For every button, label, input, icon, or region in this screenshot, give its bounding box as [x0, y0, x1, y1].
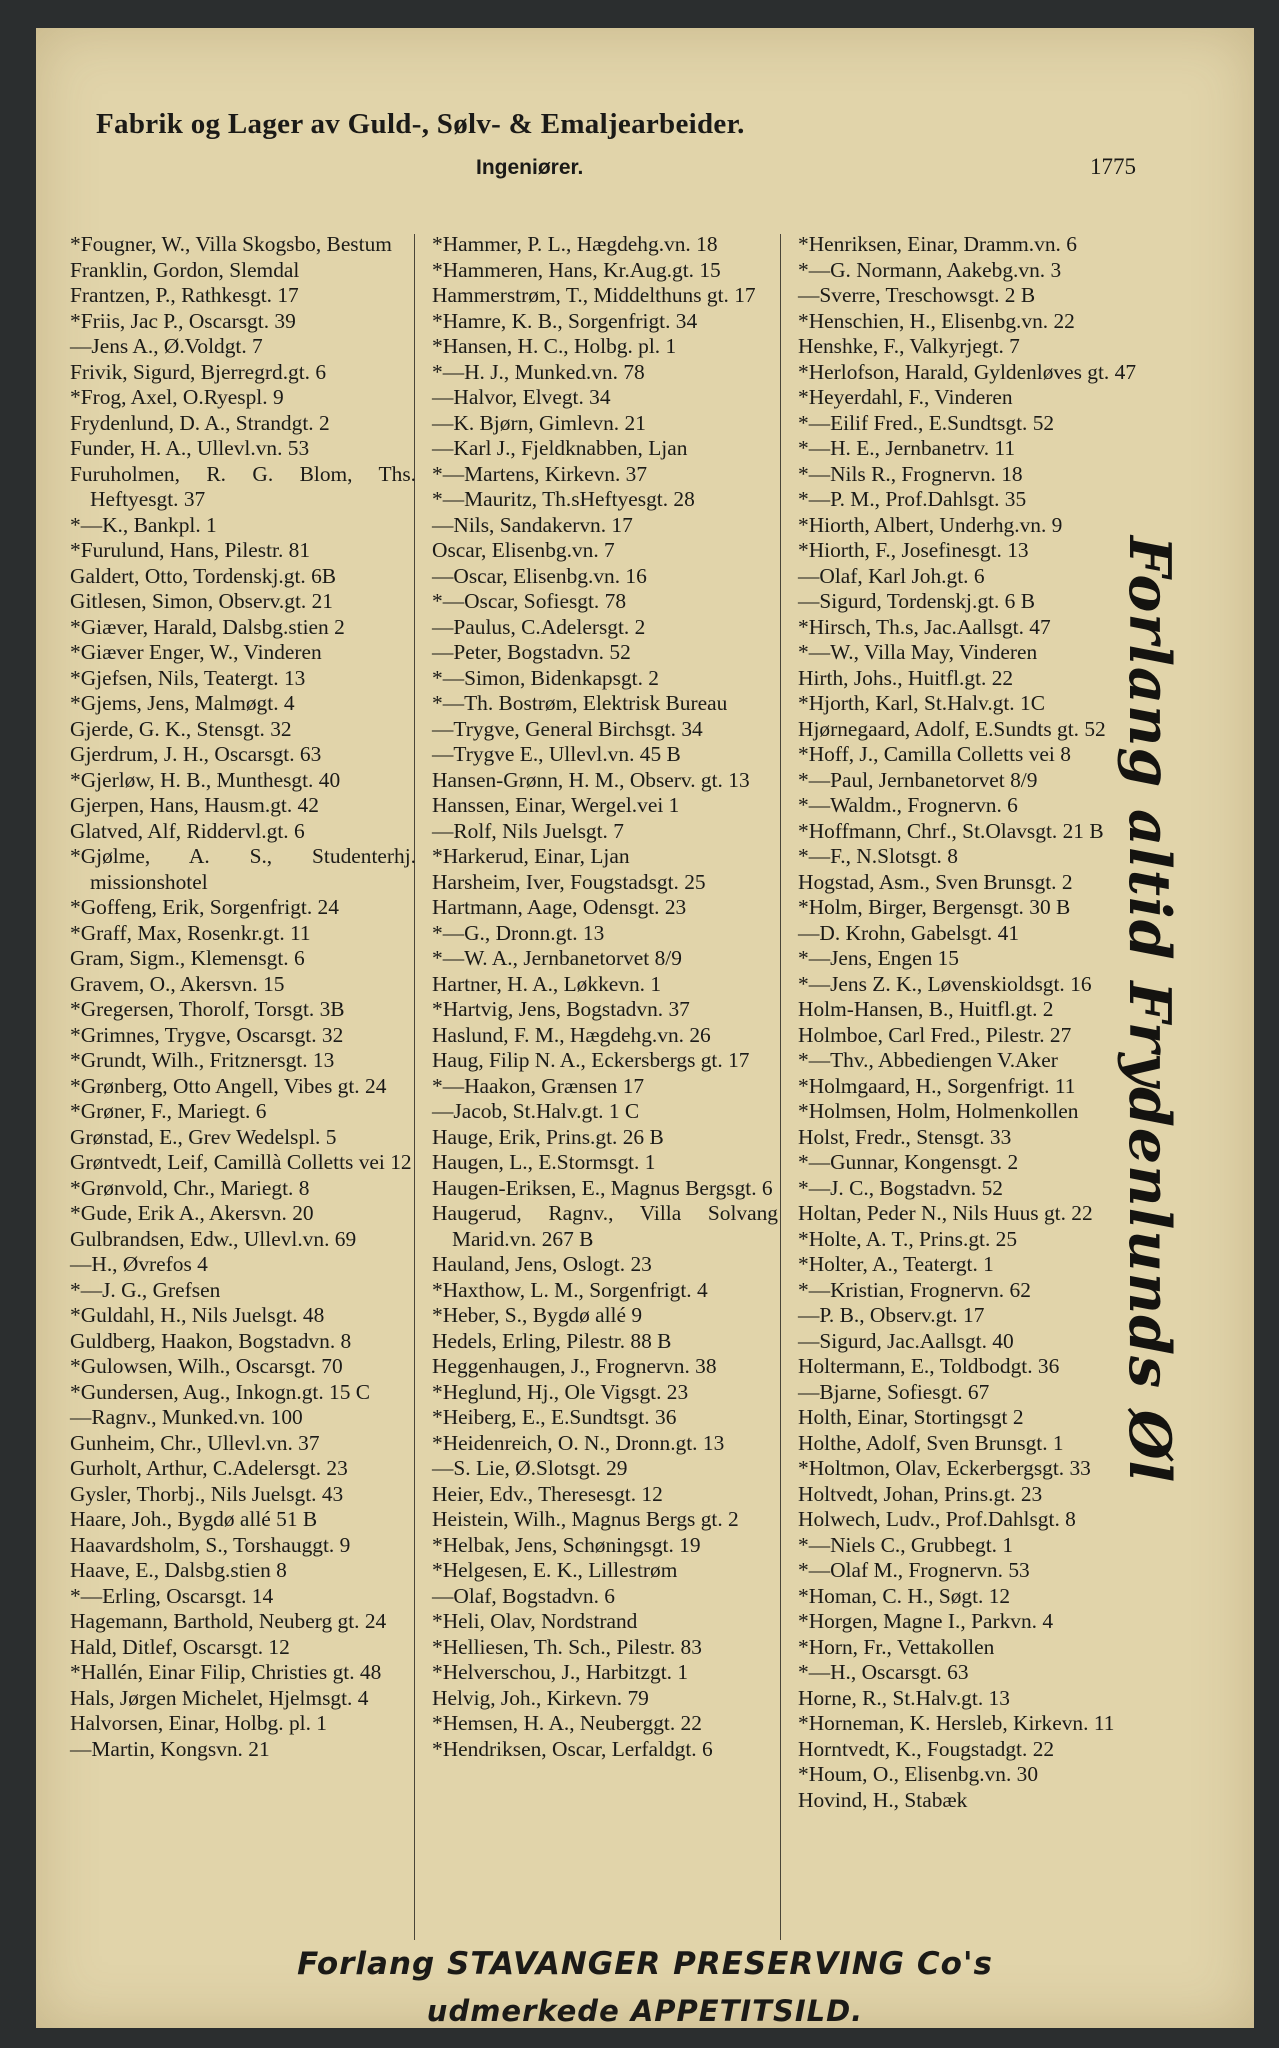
directory-entry: *Graff, Max, Rosenkr.gt. 11: [70, 920, 311, 945]
directory-entry: Hedels, Erling, Pilestr. 88 B: [432, 1328, 672, 1353]
directory-entry: *Hartvig, Jens, Bogstadvn. 37: [432, 997, 690, 1021]
side-advertisement: Forlang altid Frydenlunds Øl: [1116, 536, 1183, 1484]
directory-entry: Hartner, H. A., Løkkevn. 1: [432, 971, 662, 996]
directory-entry: *—G. Normann, Aakebg.vn. 3: [798, 257, 1062, 282]
directory-entry: *Hendriksen, Oscar, Lerfaldgt. 6: [432, 1736, 713, 1761]
directory-entry: *—H., Oscarsgt. 63: [798, 1660, 969, 1684]
directory-entry: *Hallén, Einar Filip, Christies gt. 48: [70, 1660, 382, 1684]
directory-entry: —Peter, Bogstadvn. 52: [432, 640, 631, 664]
directory-entry: Holwech, Ludv., Prof.Dahlsgt. 8: [798, 1507, 1076, 1531]
directory-entry: Gjerde, G. K., Stensgt. 32: [70, 716, 292, 741]
directory-entry: *—Simon, Bidenkapsgt. 2: [432, 665, 659, 690]
directory-column-1: [56, 232, 416, 1952]
section-heading: Ingeniører.: [476, 156, 584, 179]
directory-entry: —Jens A., Ø.Voldgt. 7: [70, 334, 263, 358]
directory-entry: Gurholt, Arthur, C.Adelersgt. 23: [70, 1456, 348, 1480]
directory-entry: Oscar, Elisenbg.vn. 7: [432, 538, 615, 562]
directory-entry: Gjerpen, Hans, Hausm.gt. 42: [70, 793, 319, 817]
directory-entry: *Holmsen, Holm, Holmenkollen: [798, 1099, 1079, 1123]
directory-entry: Haslund, F. M., Hægdehg.vn. 26: [432, 1022, 711, 1047]
directory-entry: Haugen, L., E.Stormsgt. 1: [432, 1150, 656, 1174]
directory-entry: Frantzen, P., Rathkesgt. 17: [70, 283, 299, 307]
directory-entry: *Heber, S., Bygdø allé 9: [432, 1303, 643, 1327]
directory-entry: Funder, H. A., Ullevl.vn. 53: [70, 436, 310, 460]
directory-entry: *Friis, Jac P., Oscarsgt. 39: [70, 308, 296, 333]
directory-entry: Holst, Fredr., Stensgt. 33: [798, 1124, 1012, 1149]
directory-entry: Holth, Einar, Stortingsgt 2: [798, 1405, 1024, 1429]
directory-entry: Grønstad, E., Grev Wedelspl. 5: [70, 1124, 337, 1149]
directory-entry: *Furulund, Hans, Pilestr. 81: [70, 538, 311, 562]
directory-entry: Hirth, Johs., Huitfl.gt. 22: [798, 665, 1014, 690]
directory-entry: Holthe, Adolf, Sven Brunsgt. 1: [798, 1430, 1064, 1455]
directory-entry: *Henriksen, Einar, Dramm.vn. 6: [798, 232, 1077, 256]
directory-entry: Holtan, Peder N., Nils Huus gt. 22: [798, 1201, 1093, 1225]
directory-entry: *—Martens, Kirkevn. 37: [432, 461, 648, 486]
directory-entry: Frivik, Sigurd, Bjerregrd.gt. 6: [70, 359, 327, 384]
directory-entry: Heistein, Wilh., Magnus Bergs gt. 2: [432, 1507, 739, 1531]
directory-entry: —Sverre, Treschowsgt. 2 B: [798, 283, 1036, 307]
directory-entry: Hartmann, Aage, Odensgt. 23: [432, 895, 687, 919]
directory-entry: Hammerstrøm, T., Middelthuns gt. 17: [432, 283, 756, 307]
directory-entry: Haugerud, Ragnv., Villa Solvang Marid.vn. 267 B: [432, 1201, 778, 1251]
directory-entry: *—Nils R., Frognervn. 18: [798, 461, 1023, 486]
directory-entry: *Henschien, H., Elisenbg.vn. 22: [798, 308, 1075, 333]
directory-entry: *Hansen, H. C., Holbg. pl. 1: [432, 334, 677, 358]
directory-entry: —Rolf, Nils Juelsgt. 7: [432, 818, 624, 843]
directory-entry: *Heglund, Hj., Ole Vigsgt. 23: [432, 1379, 689, 1404]
directory-entry: —Karl J., Fjeldknabben, Ljan: [432, 436, 688, 460]
directory-column-2: [418, 232, 778, 1952]
page-number: 1775: [1090, 154, 1136, 179]
directory-entry: *Hjorth, Karl, St.Halv.gt. 1C: [798, 691, 1045, 715]
directory-entry: Glatved, Alf, Riddervl.gt. 6: [70, 818, 305, 843]
directory-entry: *Grønberg, Otto Angell, Vibes gt. 24: [70, 1073, 387, 1098]
column-divider: [780, 234, 781, 1940]
directory-entry: Gysler, Thorbj., Nils Juelsgt. 43: [70, 1481, 344, 1506]
directory-entry: *Gjerløw, H. B., Munthesgt. 40: [70, 767, 341, 792]
directory-entry: —Bjarne, Sofiesgt. 67: [798, 1379, 990, 1404]
directory-entry: Hald, Ditlef, Oscarsgt. 12: [70, 1634, 290, 1659]
directory-entry: *Holm, Birger, Bergensgt. 30 B: [798, 895, 1071, 919]
directory-entry: Gram, Sigm., Klemensgt. 6: [70, 946, 305, 970]
directory-entry: —Sigurd, Jac.Aallsgt. 40: [798, 1328, 1014, 1353]
directory-entry: *Helgesen, E. K., Lillestrøm: [432, 1558, 678, 1582]
directory-entry: Guldberg, Haakon, Bogstadvn. 8: [70, 1328, 352, 1353]
directory-entry: *—Eilif Fred., E.Sundtsgt. 52: [798, 410, 1055, 435]
directory-entry: Halvorsen, Einar, Holbg. pl. 1: [70, 1711, 327, 1735]
directory-entry: *—Kristian, Frognervn. 62: [798, 1277, 1031, 1302]
directory-entry: Haugen-Eriksen, E., Magnus Bergsgt. 6: [432, 1175, 773, 1200]
directory-entry: *Horn, Fr., Vettakollen: [798, 1634, 995, 1659]
directory-entry: Horntvedt, K., Fougstadgt. 22: [798, 1736, 1055, 1761]
directory-entry: *Heiberg, E., E.Sundtsgt. 36: [432, 1405, 677, 1429]
directory-entry: —H., Øvrefos 4: [70, 1252, 208, 1276]
directory-entry: *Frog, Axel, O.Ryespl. 9: [70, 385, 284, 409]
directory-entry: *Gundersen, Aug., Inkogn.gt. 15 C: [70, 1379, 371, 1404]
directory-entry: *Houm, O., Elisenbg.vn. 30: [798, 1762, 1039, 1786]
directory-entry: *—F., N.Slotsgt. 8: [798, 844, 958, 868]
directory-entry: Harsheim, Iver, Fougstadsgt. 25: [432, 869, 706, 894]
directory-column-3: [784, 232, 1144, 1952]
directory-entry: Heier, Edv., Theresesgt. 12: [432, 1481, 663, 1506]
directory-entry: —Paulus, C.Adelersgt. 2: [432, 614, 646, 639]
directory-entry: —Olaf, Karl Joh.gt. 6: [798, 563, 985, 588]
directory-entry: Gravem, O., Akersvn. 15: [70, 971, 285, 996]
directory-entry: Gjerdrum, J. H., Oscarsgt. 63: [70, 742, 322, 766]
directory-entry: *Hoffmann, Chrf., St.Olavsgt. 21 B: [798, 818, 1104, 843]
page-title: Fabrik og Lager av Guld-, Sølv- & Emaljearbeider.: [96, 108, 745, 140]
directory-entry: *Holte, A. T., Prins.gt. 25: [798, 1226, 1018, 1251]
directory-entry: *Helliesen, Th. Sch., Pilestr. 83: [432, 1634, 702, 1659]
directory-entry: Furuholmen, R. G. Blom, Ths. Heftyesgt. 37: [70, 461, 416, 511]
directory-entry: *—Oscar, Sofiesgt. 78: [432, 589, 627, 613]
directory-entry: *Gjefsen, Nils, Teatergt. 13: [70, 665, 306, 690]
directory-entry: —D. Krohn, Gabelsgt. 41: [798, 920, 1020, 945]
directory-entry: —Jacob, St.Halv.gt. 1 C: [432, 1099, 640, 1123]
directory-entry: *Heidenreich, O. N., Dronn.gt. 13: [432, 1430, 725, 1455]
directory-entry: *Giæver Enger, W., Vinderen: [70, 640, 322, 664]
directory-entry: *Horneman, K. Hersleb, Kirkevn. 11: [798, 1711, 1115, 1735]
directory-entry: Holtvedt, Johan, Prins.gt. 23: [798, 1481, 1043, 1506]
directory-entry: Frydenlund, D. A., Strandgt. 2: [70, 410, 330, 435]
directory-entry: *Hemsen, H. A., Neuberggt. 22: [432, 1711, 702, 1735]
directory-entry: *Holtmon, Olav, Eckerbergsgt. 33: [798, 1456, 1091, 1480]
directory-entry: Hauland, Jens, Oslogt. 23: [432, 1252, 652, 1276]
directory-entry: *Gjølme, A. S., Studenterhj. missionshotel: [70, 844, 416, 894]
directory-entry: Hovind, H., Stabæk: [798, 1787, 968, 1812]
directory-entry: *—H. J., Munked.vn. 78: [432, 359, 645, 384]
directory-entry: Franklin, Gordon, Slemdal: [70, 257, 300, 282]
directory-entry: Gitlesen, Simon, Observ.gt. 21: [70, 589, 334, 613]
directory-entry: *—W., Villa May, Vinderen: [798, 640, 1038, 664]
directory-entry: *Hiorth, F., Josefinesgt. 13: [798, 538, 1029, 562]
directory-entry: —Trygve E., Ullevl.vn. 45 B: [432, 742, 681, 766]
directory-page: [36, 28, 1254, 2028]
directory-entry: Henshke, F., Valkyrjegt. 7: [798, 334, 1020, 358]
directory-entry: Gulbrandsen, Edw., Ullevl.vn. 69: [70, 1226, 357, 1251]
directory-entry: Hagemann, Barthold, Neuberg gt. 24: [70, 1609, 387, 1633]
directory-entry: *—Niels C., Grubbegt. 1: [798, 1532, 1014, 1557]
directory-entry: *Giæver, Harald, Dalsbg.stien 2: [70, 614, 345, 639]
directory-entry: Hogstad, Asm., Sven Brunsgt. 2: [798, 869, 1073, 894]
directory-entry: *—Paul, Jernbanetorvet 8/9: [798, 767, 1038, 792]
directory-entry: —Martin, Kongsvn. 21: [70, 1736, 270, 1761]
directory-entry: *Gregersen, Thorolf, Torsgt. 3B: [70, 997, 345, 1021]
footer-advertisement-line-1: Forlang STAVANGER PRESERVING Co's: [297, 1946, 993, 1982]
directory-entry: —Olaf, Bogstadvn. 6: [432, 1583, 615, 1608]
directory-entry: *Holter, A., Teatergt. 1: [798, 1252, 994, 1276]
directory-entry: *Hiorth, Albert, Underhg.vn. 9: [798, 512, 1063, 537]
directory-entry: *—Jens, Engen 15: [798, 946, 960, 970]
directory-entry: *Hirsch, Th.s, Jac.Aallsgt. 47: [798, 614, 1051, 639]
directory-entry: Holtermann, E., Toldbodgt. 36: [798, 1354, 1060, 1378]
directory-entry: Holmboe, Carl Fred., Pilestr. 27: [798, 1022, 1072, 1047]
directory-entry: Horne, R., St.Halv.gt. 13: [798, 1685, 1010, 1710]
directory-entry: *Grønvold, Chr., Mariegt. 8: [70, 1175, 310, 1200]
directory-entry: *—J. G., Grefsen: [70, 1277, 221, 1302]
directory-entry: Gunheim, Chr., Ullevl.vn. 37: [70, 1430, 320, 1455]
directory-entry: *—G., Dronn.gt. 13: [432, 920, 605, 945]
directory-entry: —K. Bjørn, Gimlevn. 21: [432, 410, 646, 435]
directory-entry: *Hammer, P. L., Hægdehg.vn. 18: [432, 232, 718, 256]
directory-entry: *—K., Bankpl. 1: [70, 512, 217, 537]
directory-entry: Hauge, Erik, Prins.gt. 26 B: [432, 1124, 664, 1149]
directory-entry: Haave, E., Dalsbg.stien 8: [70, 1558, 287, 1582]
directory-entry: Haug, Filip N. A., Eckersbergs gt. 17: [432, 1048, 750, 1072]
directory-entry: Heggenhaugen, J., Frognervn. 38: [432, 1354, 717, 1378]
directory-entry: *Grundt, Wilh., Fritznersgt. 13: [70, 1048, 335, 1072]
directory-entry: *—Mauritz, Th.sHeftyesgt. 28: [432, 487, 695, 511]
directory-entry: *Heyerdahl, F., Vinderen: [798, 385, 1013, 409]
directory-entry: —Sigurd, Tordenskj.gt. 6 B: [798, 589, 1035, 613]
directory-entry: Hals, Jørgen Michelet, Hjelmsgt. 4: [70, 1685, 369, 1710]
directory-entry: —Trygve, General Birchsgt. 34: [432, 716, 703, 741]
directory-entry: *—Jens Z. K., Løvenskioldsgt. 16: [798, 971, 1092, 996]
directory-entry: —P. B., Observ.gt. 17: [798, 1303, 985, 1327]
directory-entry: *—J. C., Bogstadvn. 52: [798, 1175, 1004, 1200]
directory-entry: *Helverschou, J., Harbitzgt. 1: [432, 1660, 689, 1684]
directory-entry: *Haxthow, L. M., Sorgenfrigt. 4: [432, 1277, 708, 1302]
directory-entry: *Herlofson, Harald, Gyldenløves gt. 47: [798, 359, 1137, 384]
directory-entry: *Guldahl, H., Nils Juelsgt. 48: [70, 1303, 325, 1327]
directory-entry: Haare, Joh., Bygdø allé 51 B: [70, 1507, 318, 1531]
directory-entry: Grøntvedt, Leif, Camillà Colletts vei 12: [70, 1150, 412, 1174]
directory-entry: *—Gunnar, Kongensgt. 2: [798, 1150, 1019, 1174]
directory-entry: —Halvor, Elvegt. 34: [432, 385, 611, 409]
directory-entry: Hanssen, Einar, Wergel.vei 1: [432, 793, 680, 817]
directory-entry: —S. Lie, Ø.Slotsgt. 29: [432, 1456, 628, 1480]
directory-entry: —Oscar, Elisenbg.vn. 16: [432, 563, 647, 588]
directory-entry: *Grimnes, Trygve, Oscarsgt. 32: [70, 1022, 344, 1047]
directory-entry: *Gulowsen, Wilh., Oscarsgt. 70: [70, 1354, 343, 1378]
directory-entry: *Helbak, Jens, Schøningsgt. 19: [432, 1532, 701, 1557]
directory-entry: *—Erling, Oscarsgt. 14: [70, 1583, 274, 1608]
directory-entry: Helvig, Joh., Kirkevn. 79: [432, 1685, 649, 1710]
directory-entry: *—W. A., Jernbanetorvet 8/9: [432, 946, 682, 970]
directory-entry: *Horgen, Magne I., Parkvn. 4: [798, 1609, 1054, 1633]
directory-entry: *—H. E., Jernbanetrv. 11: [798, 436, 1016, 460]
footer-advertisement-line-2: udmerkede APPETITSILD.: [426, 1994, 864, 2028]
directory-entry: Hansen-Grønn, H. M., Observ. gt. 13: [432, 767, 750, 792]
directory-entry: Galdert, Otto, Tordenskj.gt. 6B: [70, 563, 337, 588]
directory-entry: *—Thv., Abbediengen V.Aker: [798, 1048, 1058, 1072]
directory-entry: Hjørnegaard, Adolf, E.Sundts gt. 52: [798, 716, 1106, 741]
directory-entry: Haavardsholm, S., Torshauggt. 9: [70, 1532, 351, 1557]
directory-entry: *—Th. Bostrøm, Elektrisk Bureau: [432, 691, 728, 715]
directory-entry: *Hammeren, Hans, Kr.Aug.gt. 15: [432, 257, 721, 282]
directory-entry: *Goffeng, Erik, Sorgenfrigt. 24: [70, 895, 339, 919]
directory-entry: *Grøner, F., Mariegt. 6: [70, 1099, 267, 1123]
directory-entry: *Gude, Erik A., Akersvn. 20: [70, 1201, 314, 1225]
directory-entry: *Harkerud, Einar, Ljan: [432, 844, 630, 868]
directory-entry: Holm-Hansen, B., Huitfl.gt. 2: [798, 997, 1054, 1021]
directory-entry: *Holmgaard, H., Sorgenfrigt. 11: [798, 1073, 1076, 1098]
directory-entry: *—Haakon, Grænsen 17: [432, 1073, 645, 1098]
directory-entry: —Ragnv., Munked.vn. 100: [70, 1405, 303, 1429]
directory-entry: *Homan, C. H., Søgt. 12: [798, 1583, 1011, 1608]
directory-entry: *—Olaf M., Frognervn. 53: [798, 1558, 1030, 1582]
directory-entry: *Hamre, K. B., Sorgenfrigt. 34: [432, 308, 698, 333]
directory-entry: *—Waldm., Frognervn. 6: [798, 793, 1018, 817]
directory-entry: —Nils, Sandakervn. 17: [432, 512, 633, 537]
directory-entry: *—P. M., Prof.Dahlsgt. 35: [798, 487, 1027, 511]
directory-entry: *Gjems, Jens, Malmøgt. 4: [70, 691, 295, 715]
directory-entry: *Hoff, J., Camilla Colletts vei 8: [798, 742, 1071, 766]
directory-entry: *Heli, Olav, Nordstrand: [432, 1609, 638, 1633]
directory-entry: *Fougner, W., Villa Skogsbo, Bestum: [70, 232, 392, 256]
